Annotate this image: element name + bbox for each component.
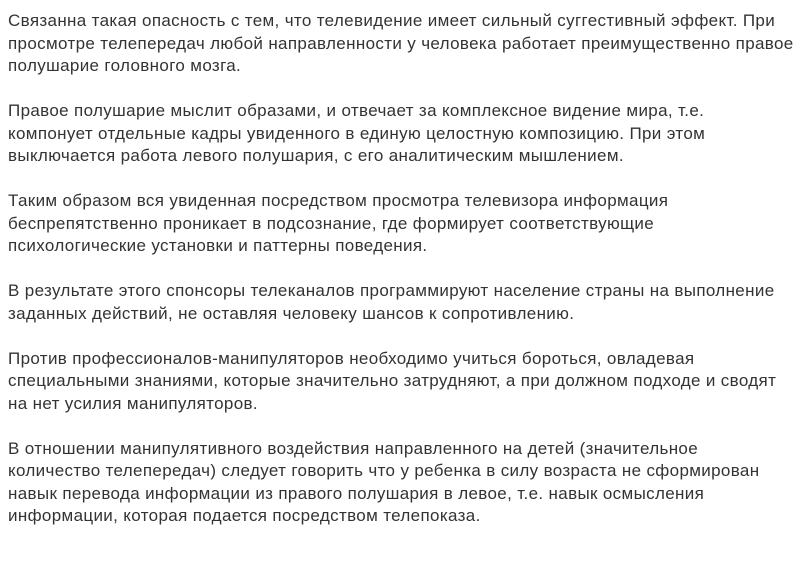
- paragraph: В результате этого спонсоры телеканалов программируют население страны на выполнение заданных действий, не оставляя человеку шансов к сопротивлению.: [8, 281, 775, 323]
- paragraph: Правое полушарие мыслит образами, и отвечает за комплексное видение мира, т.е. компонует отдельные кадры увиденного в единую целостную композицию. При этом выключается работа левого полушария, с его аналитическим мышлением.: [8, 101, 706, 165]
- paragraph: Связанна такая опасность с тем, что телевидение имеет сильный суггестивный эффект. При просмотре телепередач любой направленности у человека работает преимущественно правое полушарие головного мозга.: [8, 11, 794, 75]
- paragraph: Против профессионалов-манипуляторов необходимо учиться бороться, овладевая специальными знаниями, которые значительно затрудняют, а при должном подходе и сводят на нет усилия манипуляторов.: [8, 348, 777, 413]
- paragraph: Таким образом вся увиденная посредством просмотра телевизора информация беспрепятственно проникает в подсознание, где формирует соответствующие психологические установки и паттерны поведения.: [8, 191, 669, 255]
- article-body: [8, 10, 794, 528]
- paragraph: В отношении манипулятивного воздействия направленного на детей (значительное количество телепередач) следует говорить что у ребенка в силу возраста не сформирован навык перевода информации из правого полушария в левое, т.е. навык осмысления информации, которая подается посредством телепоказа.: [8, 438, 760, 525]
